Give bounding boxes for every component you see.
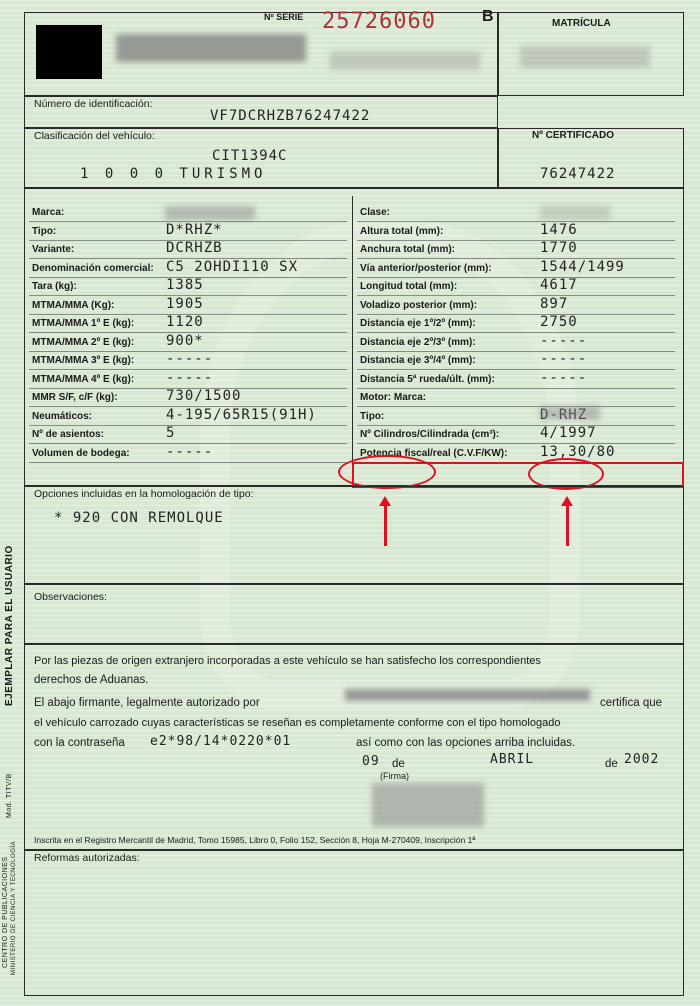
left-field-value: 900* [166,332,204,349]
clasificacion-category: 1 0 0 0 TURISMO [80,166,267,182]
right-field-label: Distancia eje 2º/3º (mm): [360,336,476,348]
right-field-value: 1770 [540,240,578,256]
reformas-box [24,850,684,996]
cert-line-4: el vehículo carrozado cuyas características se reseñan es completamente conforme con el tipo homologado [34,717,561,729]
right-field-label: Voladizo posterior (mm): [360,299,478,311]
cert-line-2: derechos de Aduanas. [34,674,149,686]
left-field-label: MTMA/MMA 2º E (kg): [32,336,135,348]
left-field-value: DCRHZB [166,240,223,256]
left-field-label: Denominación comercial: [32,262,154,274]
left-field-value: 1385 [166,277,204,293]
left-field-label: Marca: [32,207,65,218]
left-field-label: Variante: [32,244,75,255]
cert-line-3b: certifica que [600,697,663,709]
right-field-value: ----- [540,369,588,386]
left-field-value: D*RHZ* [166,221,223,238]
identificacion-label: Número de identificación: [34,98,153,110]
left-field-label: Volumen de bodega: [32,447,130,459]
right-field-label: Tipo: [360,410,385,422]
redacted-signature [372,783,484,827]
ejemplar-usuario-text: EJEMPLAR PARA EL USUARIO [4,545,15,706]
right-field-label: Motor: Marca: [360,392,427,403]
redacted-authority [345,689,590,701]
certificado-label: Nº CERTIFICADO [532,130,614,141]
contrasena-value: e2*98/14*0220*01 [150,734,292,749]
right-field-label: Potencia fiscal/real (C.V.F/KW): [360,447,508,459]
right-field-label: Vía anterior/posterior (mm): [360,262,492,274]
right-field-value: 1476 [540,221,578,238]
redacted-matricula [520,46,650,68]
left-field-value: 5 [166,425,176,441]
left-field-value: 1120 [166,314,204,330]
firma-label: (Firma) [380,771,409,781]
redacted-logo [36,25,102,79]
opciones-value: * 920 CON REMOLQUE [54,510,224,526]
clasificacion-label: Clasificación del vehículo: [34,130,155,142]
left-field-value: ----- [166,443,214,460]
left-field-label: Tara (kg): [32,281,77,292]
left-field-label: Tipo: [32,225,57,237]
cert-line-1: Por las piezas de origen extranjero incorporadas a este vehículo se han satisfecho los correspondientes [34,655,541,667]
potencia-label-circle [338,455,436,489]
serie-number: 25726060 [322,9,436,34]
redacted-address [330,52,480,70]
left-field-label: MTMA/MMA 1º E (kg): [32,318,135,329]
cert-line-5a: con la contraseña [34,737,125,749]
opciones-box [24,486,684,584]
cert-line-5b: así como con las opciones arriba incluidas. [356,737,576,749]
right-field-label: Distancia 5ª rueda/últ. (mm): [360,373,495,385]
modelo-text: Mod. TITV/B [6,773,13,818]
right-field-value: ----- [540,351,588,367]
right-field-label: Distancia eje 3º/4º (mm): [360,355,476,366]
right-field-label: Longitud total (mm): [360,281,458,292]
redacted-marca [165,206,255,220]
left-field-value: ----- [166,369,214,386]
right-field-value: ----- [540,332,588,349]
right-field-value: 4617 [540,277,578,293]
cert-line-3a: El abajo firmante, legalmente autorizado por [34,697,260,709]
observaciones-label: Observaciones: [34,591,107,603]
right-field-label: Nº Cilindros/Cilindrada (cm³): [360,429,500,440]
right-field-value: 13,30/80 [540,443,616,460]
ministerio-text: MINISTERIO DE CIENCIA Y TECNOLOGÍA [11,840,17,975]
reformas-label: Reformas autorizadas: [34,852,140,864]
identificacion-value: VF7DCRHZB76247422 [210,108,371,124]
left-field-label: MTMA/MMA (Kg): [32,299,115,311]
right-field-value: 2750 [540,314,578,330]
right-field-value: 1544/1499 [540,258,625,275]
serie-label: Nº SERIE [264,12,304,22]
series-letter: B [482,8,494,25]
matricula-label: MATRÍCULA [552,18,611,29]
cert-year: 2002 [624,752,660,767]
left-field-value: ----- [166,351,214,367]
cert-day: 09 [362,754,380,769]
right-field-label: Distancia eje 1º/2º (mm): [360,318,476,329]
redacted-motor-marca [540,406,600,420]
redacted-manufacturer [116,34,306,62]
left-field-label: Neumáticos: [32,410,93,422]
left-field-value: 730/1500 [166,388,242,404]
certificado-value: 76247422 [540,166,616,182]
clasificacion-code: CIT1394C [212,148,288,164]
cert-month: ABRIL [490,752,535,767]
opciones-label: Opciones incluidas en la homologación de tipo: [34,488,254,500]
left-field-value: 4-195/65R15(91H) [166,406,317,423]
right-field-value: 4/1997 [540,425,597,441]
observaciones-box [24,584,684,644]
cert-de-1: de [392,758,405,770]
left-field-label: MTMA/MMA 3º E (kg): [32,355,135,366]
left-field-label: MTMA/MMA 4º E (kg): [32,373,135,385]
right-field-label: Altura total (mm): [360,225,444,237]
cert-de-2: de [605,758,618,770]
left-field-label: MMR S/F, c/F (kg): [32,392,118,403]
registro-mercantil: Inscrita en el Registro Mercantil de Madrid, Tomo 15985, Libro 0, Folio 152, Sección 8, Hoja M-270409, Inscripción 1ª [34,835,476,845]
right-field-value: 897 [540,295,569,312]
left-field-label: Nº de asientos: [32,429,105,440]
right-field-label: Clase: [360,207,391,218]
centro-publicaciones-text: CENTRO DE PUBLICACIONES [2,856,9,968]
left-field-value: 1905 [166,295,204,312]
left-field-value: C5 2OHDI110 SX [166,258,299,275]
redacted-clase [540,206,610,220]
right-field-label: Anchura total (mm): [360,244,455,255]
